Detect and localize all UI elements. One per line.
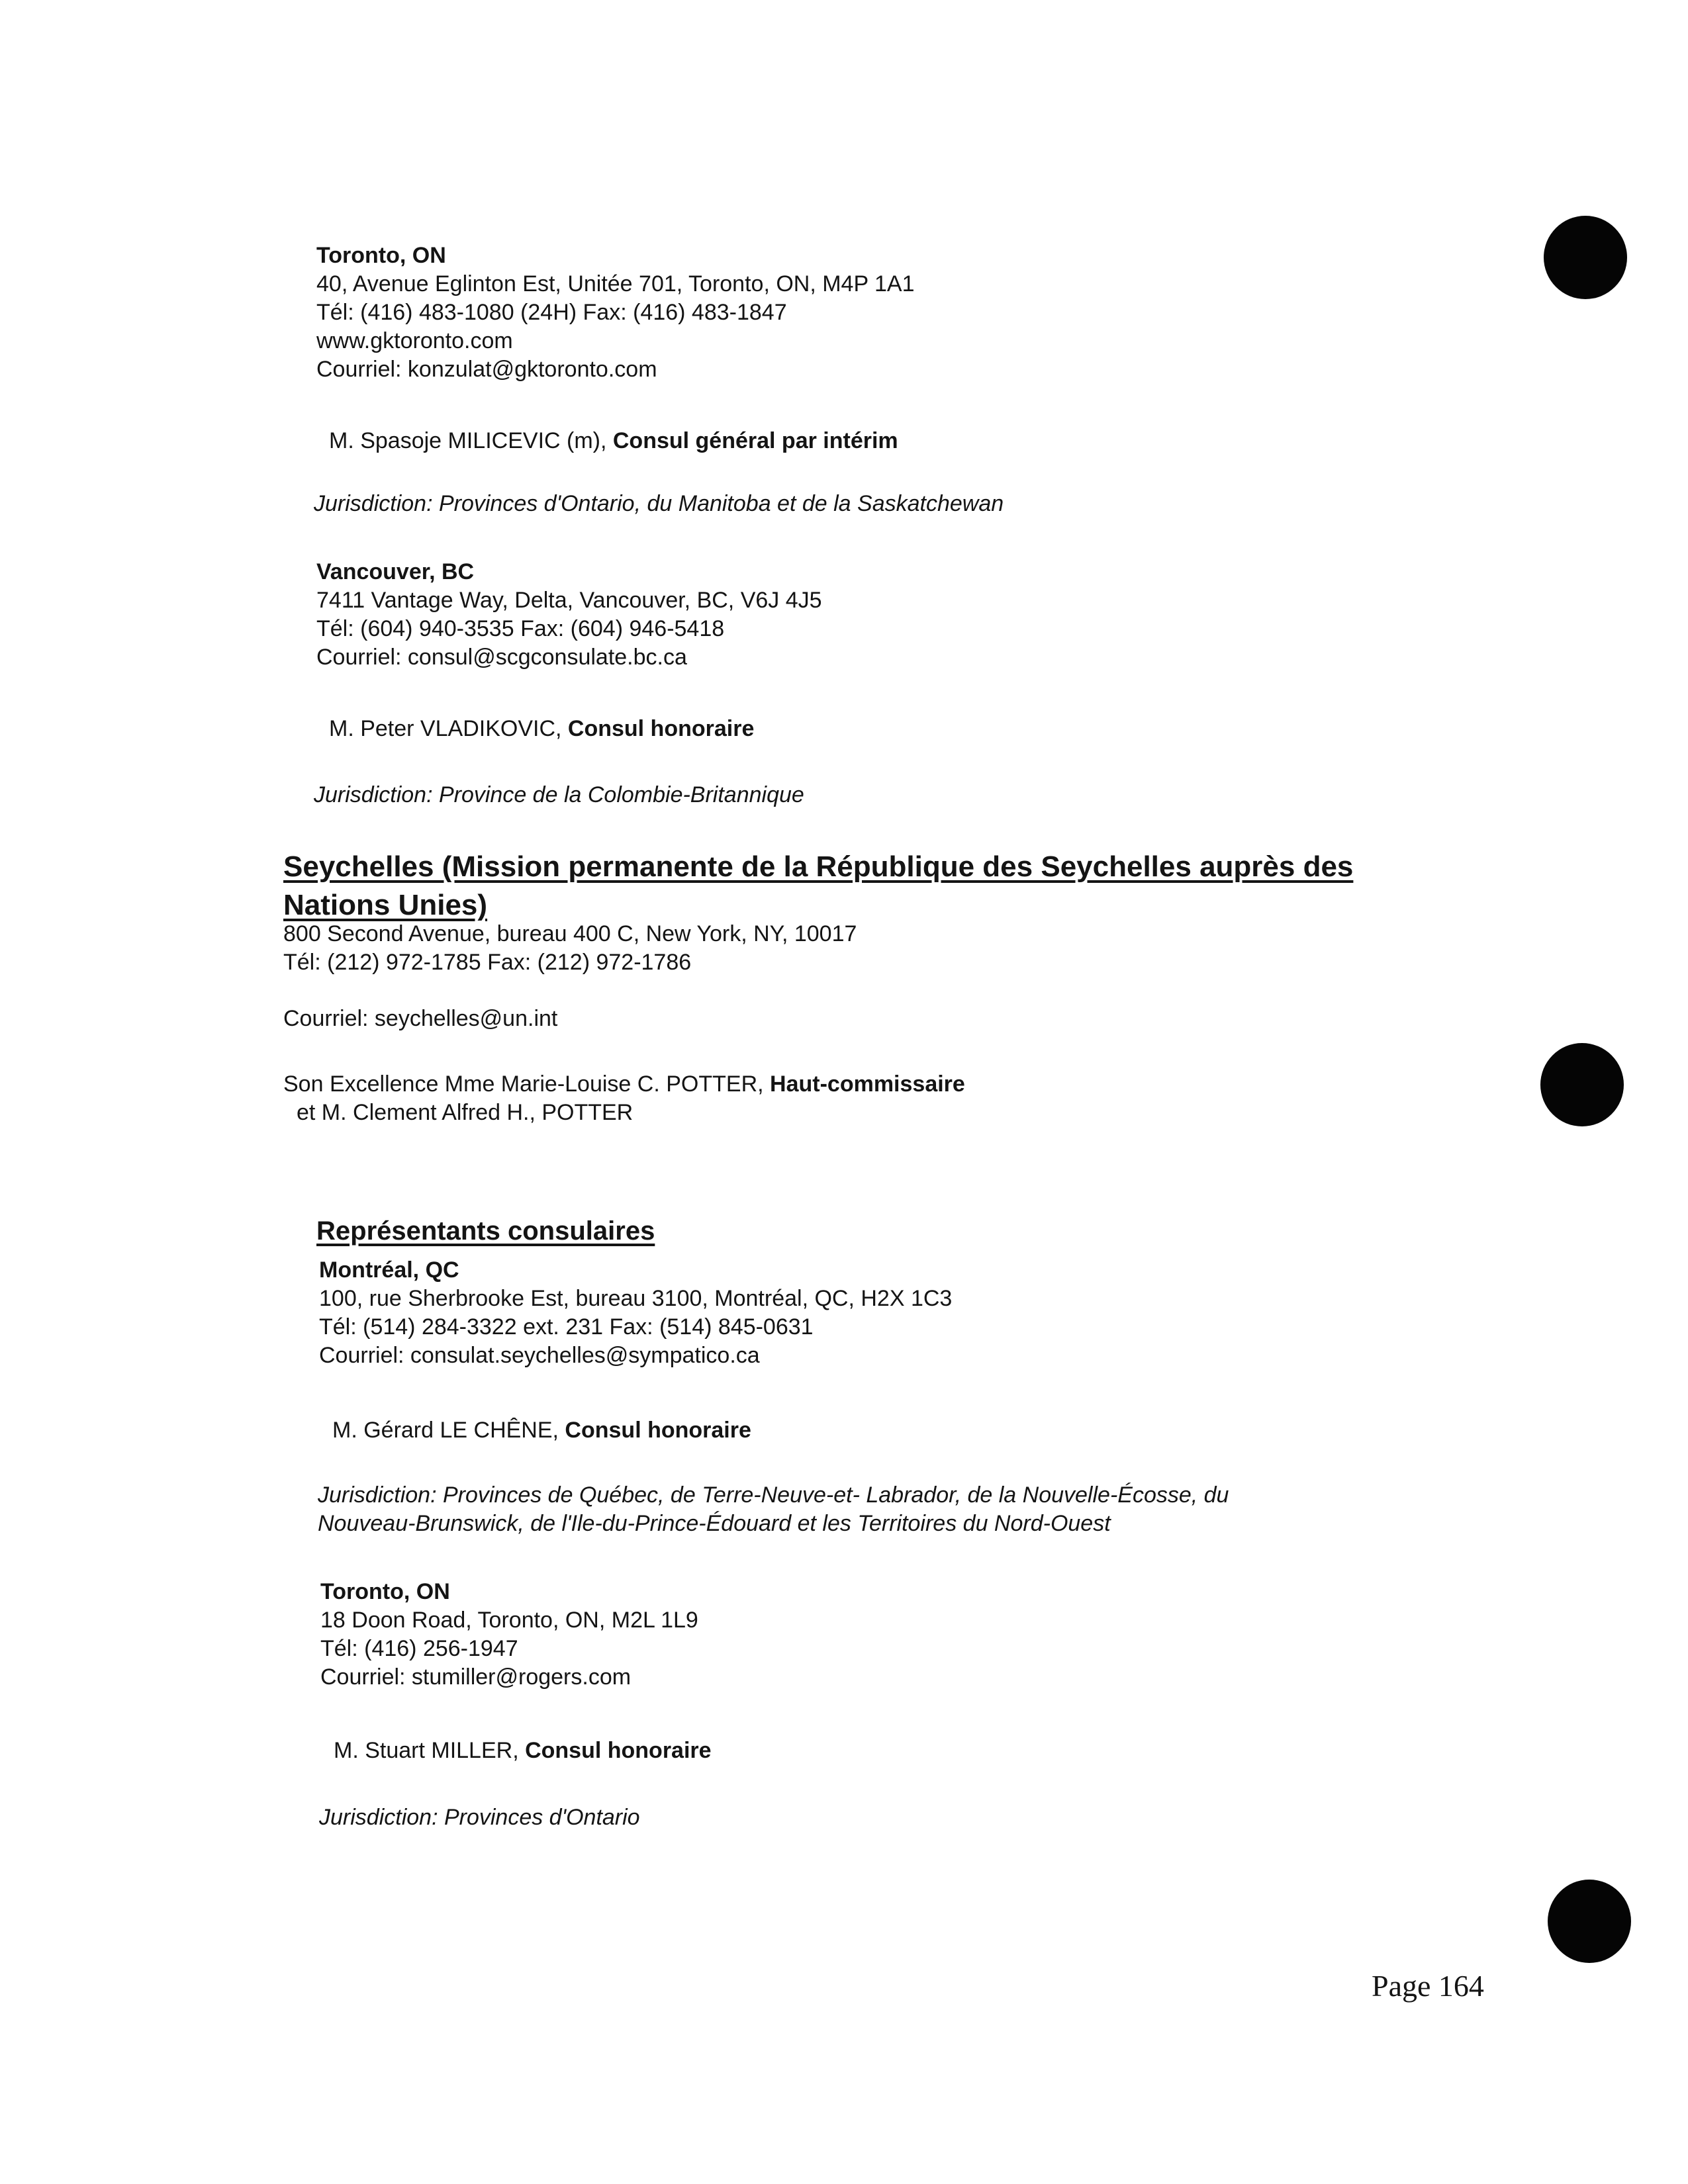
- seychelles-contact-block: [283, 920, 857, 977]
- toronto-jurisdiction: Jurisdiction: Provinces d'Ontario, du Manitoba et de la Saskatchewan: [314, 491, 1004, 516]
- section-heading: Représentants consulaires: [316, 1216, 655, 1246]
- toronto-contact-block: [316, 242, 914, 384]
- vancouver-representative: [329, 715, 754, 743]
- phone-line: Tél: (212) 972-1785 Fax: (212) 972-1786: [283, 950, 692, 975]
- punch-hole-middle: [1540, 1043, 1624, 1126]
- address-line: 800 Second Avenue, bureau 400 C, New York, NY, 10017: [283, 921, 857, 946]
- country-heading-line-1: Seychelles (Mission permanente de la République des Seychelles auprès des: [283, 850, 1354, 883]
- phone-line: Tél: (514) 284-3322 ext. 231 Fax: (514) 845-0631: [319, 1314, 814, 1340]
- montreal-contact-block: [319, 1256, 952, 1370]
- toronto-consular-jurisdiction: Jurisdiction: Provinces d'Ontario: [319, 1805, 640, 1830]
- person-title: Consul honoraire: [565, 1418, 751, 1443]
- city-heading: Toronto, ON: [320, 1579, 450, 1604]
- website-line: www.gktoronto.com: [316, 328, 513, 353]
- vancouver-contact-block: [316, 558, 822, 672]
- email-line: Courriel: konzulat@gktoronto.com: [316, 357, 657, 382]
- address-line: 7411 Vantage Way, Delta, Vancouver, BC, V6J 4J5: [316, 588, 822, 613]
- toronto-consular-representative: [334, 1737, 712, 1765]
- person-title: Haut-commissaire: [770, 1071, 965, 1097]
- page-number: Page 164: [1372, 1969, 1484, 2003]
- vancouver-jurisdiction: Jurisdiction: Province de la Colombie-Britannique: [314, 782, 804, 807]
- person-name: Son Excellence Mme Marie-Louise C. POTTER,: [283, 1071, 771, 1097]
- punch-hole-top: [1544, 216, 1627, 299]
- country-heading-line-2: Nations Unies): [283, 889, 488, 921]
- person-title: Consul général par intérim: [612, 428, 898, 453]
- punch-hole-bottom: [1548, 1880, 1631, 1963]
- toronto-representative: [329, 427, 898, 455]
- person-name: M. Gérard LE CHÊNE,: [332, 1418, 565, 1443]
- person-name: M. Spasoje MILICEVIC (m),: [329, 428, 613, 453]
- seychelles-head-of-mission: [283, 1070, 965, 1127]
- toronto-consular-contact-block: [320, 1578, 698, 1692]
- montreal-representative: [332, 1416, 751, 1445]
- city-heading: Montréal, QC: [319, 1257, 459, 1283]
- person-title: Consul honoraire: [567, 716, 755, 741]
- city-heading: Toronto, ON: [316, 243, 446, 268]
- address-line: 100, rue Sherbrooke Est, bureau 3100, Montréal, QC, H2X 1C3: [319, 1286, 953, 1311]
- person-name: M. Peter VLADIKOVIC,: [329, 716, 568, 741]
- city-heading: Vancouver, BC: [316, 559, 475, 584]
- address-line: 18 Doon Road, Toronto, ON, M2L 1L9: [320, 1608, 698, 1633]
- phone-line: Tél: (416) 483-1080 (24H) Fax: (416) 483-1847: [316, 300, 787, 325]
- address-line: 40, Avenue Eglinton Est, Unitée 701, Toronto, ON, M4P 1A1: [316, 271, 915, 296]
- person-name: M. Stuart MILLER,: [334, 1738, 526, 1763]
- email-line: Courriel: stumiller@rogers.com: [320, 1664, 632, 1690]
- email-line: Courriel: consul@scgconsulate.bc.ca: [316, 645, 687, 670]
- email-line: Courriel: consulat.seychelles@sympatico.ca: [319, 1343, 760, 1368]
- person-title: Consul honoraire: [525, 1738, 712, 1763]
- phone-line: Tél: (416) 256-1947: [320, 1636, 518, 1661]
- phone-line: Tél: (604) 940-3535 Fax: (604) 946-5418: [316, 616, 725, 641]
- spouse-line: et M. Clement Alfred H., POTTER: [297, 1100, 633, 1125]
- seychelles-email: Courriel: seychelles@un.int: [283, 1006, 558, 1031]
- montreal-jurisdiction: Jurisdiction: Provinces de Québec, de Terre-Neuve-et- Labrador, de la Nouvelle-Écosse, du Nouveau-Brunswick, de l'Ile-du-Prince-Édouard et les Territoires du Nord-Ouest: [318, 1482, 1229, 1536]
